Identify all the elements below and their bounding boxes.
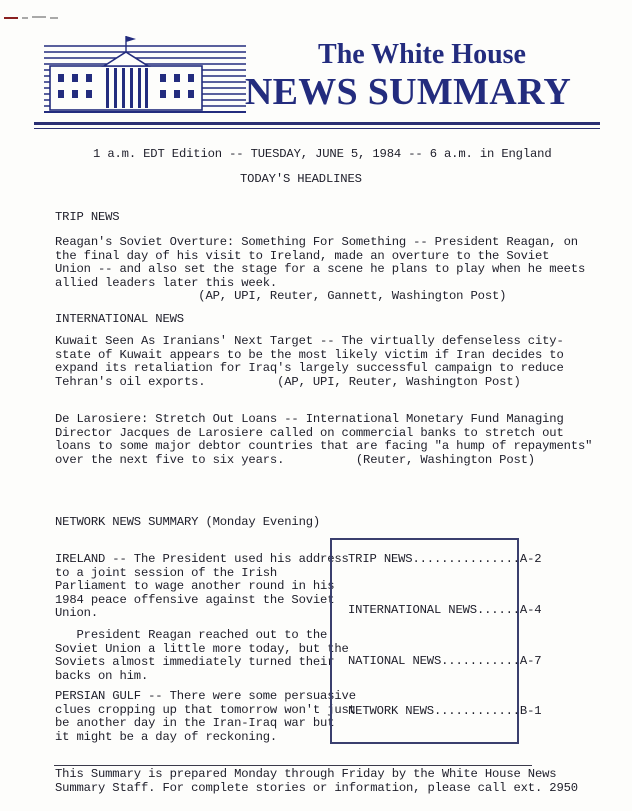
network-para-gulf	[55, 690, 356, 744]
story-line: state of Kuwait appears to be the most likely victim if Iran decides to	[55, 347, 564, 362]
masthead-rule-thin	[34, 128, 600, 129]
index-item-trip: TRIP NEWS...............A-2	[348, 552, 542, 566]
story-line: Tehran's oil exports. (AP, UPI, Reuter, Washington Post)	[55, 374, 521, 389]
story-line: it might be a day of reckoning.	[55, 729, 278, 744]
story-line: Soviet Union a little more today, but the	[55, 641, 349, 656]
story-line: clues cropping up that tomorrow won't just	[55, 702, 356, 717]
footer-line: This Summary is prepared Monday through Friday by the White House News	[55, 767, 557, 781]
story-line: backs on him.	[55, 668, 149, 683]
footer-line: Summary Staff. For complete stories or information, please call ext. 2950	[55, 780, 578, 795]
story-line: allied leaders later this week.	[55, 275, 278, 290]
white-house-emblem	[44, 32, 246, 120]
masthead-rule-thick	[34, 122, 600, 125]
story-line: De Larosiere: Stretch Out Loans -- International Monetary Fund Managing	[55, 412, 564, 426]
story-line: Union -- and also set the stage for a scene he plans to play when he meets	[55, 262, 586, 277]
punch-mark	[4, 14, 62, 22]
story-line: President Reagan reached out to the	[55, 628, 328, 642]
footer-note	[55, 768, 578, 795]
story-line: PERSIAN GULF -- There were some persuasive	[55, 689, 356, 703]
section-heading-international: INTERNATIONAL NEWS	[55, 312, 184, 326]
section-heading-network: NETWORK NEWS SUMMARY (Monday Evening)	[55, 515, 321, 529]
story-line: to a joint session of the Irish	[55, 565, 278, 580]
international-story-kuwait	[55, 335, 564, 389]
story-line: loans to some major debtor countries that are facing "a hump of repayments"	[55, 439, 593, 454]
story-line: (AP, UPI, Reuter, Gannett, Washington Post)	[55, 289, 507, 304]
edition-line: 1 a.m. EDT Edition -- TUESDAY, JUNE 5, 1984 -- 6 a.m. in England	[93, 147, 552, 161]
story-line: be another day in the Iran-Iraq war but	[55, 716, 335, 731]
index-item-network: NETWORK NEWS............B-1	[348, 704, 542, 718]
story-line: the final day of his visit to Ireland, made an overture to the Soviet	[55, 248, 550, 263]
index-item-international: INTERNATIONAL NEWS......A-4	[348, 603, 542, 617]
footer-rule	[54, 765, 532, 766]
story-line: Parliament to wage another round in his	[55, 579, 335, 594]
story-line: 1984 peace offensive against the Soviet	[55, 592, 335, 607]
story-line: Union.	[55, 606, 98, 621]
masthead-title-line2: NEWS SUMMARY	[244, 71, 572, 113]
international-story-larosiere	[55, 413, 592, 467]
story-line: Reagan's Soviet Overture: Something For Something -- President Reagan, on	[55, 235, 578, 249]
story-line: Soviets almost immediately turned their	[55, 655, 335, 670]
headlines-title: TODAY'S HEADLINES	[240, 172, 362, 186]
index-item-national: NATIONAL NEWS...........A-7	[348, 654, 542, 668]
network-para-reagan	[55, 629, 349, 683]
network-para-ireland	[55, 553, 349, 621]
section-heading-trip: TRIP NEWS	[55, 210, 120, 224]
story-line: over the next five to six years. (Reuter, Washington Post)	[55, 452, 535, 467]
trip-story	[55, 236, 585, 304]
story-line: IRELAND -- The President used his address	[55, 552, 349, 566]
story-line: Director Jacques de Larosiere called on commercial banks to stretch out	[55, 425, 564, 440]
masthead-title-line1: The White House	[318, 39, 526, 70]
story-line: Kuwait Seen As Iranians' Next Target -- The virtually defenseless city-	[55, 334, 564, 348]
story-line: expand its retaliation for Iraq's largely successful campaign to reduce	[55, 361, 564, 376]
